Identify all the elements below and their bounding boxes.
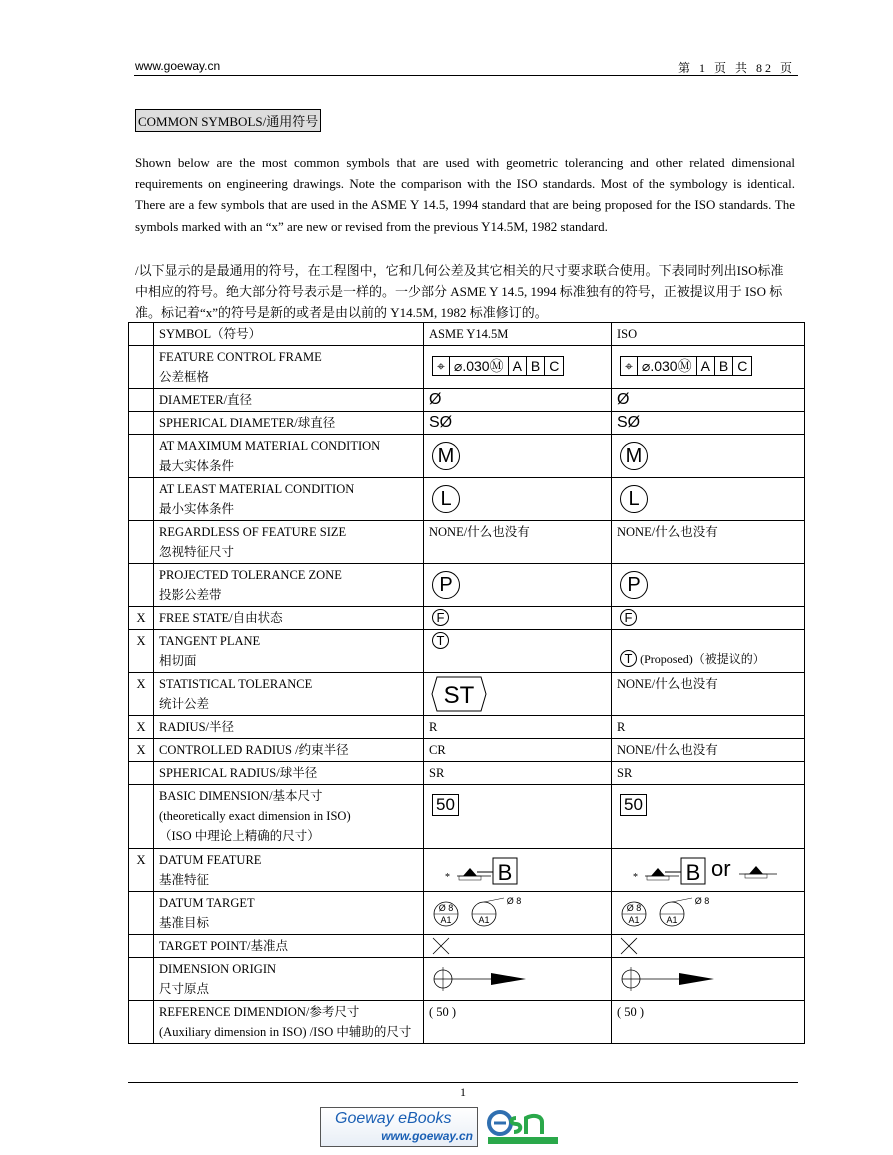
row-mark: X <box>129 849 154 892</box>
row-mark <box>129 785 154 849</box>
row-mark <box>129 346 154 389</box>
svg-text:A1: A1 <box>478 915 490 925</box>
row-label: REGARDLESS OF FEATURE SIZE 忽视特征尺寸 <box>154 521 424 564</box>
tangent-plane-icon: T <box>620 650 637 667</box>
asme-symbol: Ø <box>424 389 612 412</box>
intro-english: Shown below are the most common symbols that are used with geometric tolerancing and other related dimensional requirements on engineering drawings. Note the comparison with the ISO standards. Most of the symbology is identical. There are a few symbols that are used in the ASME Y 14.5, 1994 standard that are being proposed for the ISO standards. The symbols marked with an “x” are new or revised from the previous Y14.5M, 1982 standard. <box>135 155 795 234</box>
projected-zone-icon: P <box>620 571 648 599</box>
iso-symbol: Ø <box>612 389 805 412</box>
iso-symbol <box>612 630 805 673</box>
row-mark: X <box>129 607 154 630</box>
table-row <box>129 1001 805 1044</box>
asme-symbol <box>424 564 612 607</box>
row-mark <box>129 1001 154 1044</box>
iso-symbol <box>612 892 805 935</box>
row-label: PROJECTED TOLERANCE ZONE 投影公差带 <box>154 564 424 607</box>
target-point-icon <box>429 936 459 956</box>
svg-text:Ø 8: Ø 8 <box>626 903 642 913</box>
header-rule <box>134 75 798 76</box>
svg-text:B: B <box>497 860 513 885</box>
feature-control-frame: ⌖ ⌀.030Ⓜ A B C <box>432 356 564 376</box>
iso-symbol <box>612 958 805 1001</box>
table-row <box>129 958 805 1001</box>
iso-symbol <box>612 346 805 389</box>
lmc-modifier-icon: L <box>432 485 460 513</box>
row-mark: X <box>129 716 154 739</box>
asme-symbol: R <box>424 716 612 739</box>
row-mark: X <box>129 673 154 716</box>
iso-symbol <box>612 607 805 630</box>
dimension-origin-icon <box>617 959 727 999</box>
row-label: RADIUS/半径 <box>154 716 424 739</box>
row-label: REFERENCE DIMENDION/参考尺寸 (Auxiliary dimension in ISO) /ISO 中辅助的尺寸 <box>154 1001 424 1044</box>
datum-target-icon <box>617 893 727 933</box>
table-row <box>129 716 805 739</box>
tangent-plane-icon: T <box>432 632 449 649</box>
asme-symbol <box>424 435 612 478</box>
section-title: COMMON SYMBOLS/通用符号 <box>135 109 321 132</box>
feature-control-frame: ⌖ ⌀.030Ⓜ A B C <box>620 356 752 376</box>
goeway-ebooks-logo: Goeway eBooks www.goeway.cn <box>320 1107 478 1147</box>
basic-dimension-box: 50 <box>620 794 647 816</box>
iso-symbol <box>612 849 805 892</box>
row-label: DATUM TARGET 基准目标 <box>154 892 424 935</box>
row-mark <box>129 892 154 935</box>
asme-symbol <box>424 478 612 521</box>
row-mark <box>129 935 154 958</box>
row-label: CONTROLLED RADIUS /约束半径 <box>154 739 424 762</box>
asme-symbol <box>424 346 612 389</box>
symbols-table <box>128 322 805 1044</box>
row-label: SPHERICAL DIAMETER/球直径 <box>154 412 424 435</box>
row-mark <box>129 435 154 478</box>
symbol-header: SYMBOL（符号） <box>154 323 424 346</box>
free-state-icon: F <box>432 609 449 626</box>
svg-text:Ø 8: Ø 8 <box>506 896 522 906</box>
row-label: BASIC DIMENSION/基本尺寸 (theoretically exact dimension in ISO) （ISO 中理论上精确的尺寸） <box>154 785 424 849</box>
iso-symbol <box>612 478 805 521</box>
asme-symbol <box>424 958 612 1001</box>
table-row <box>129 346 805 389</box>
row-label: STATISTICAL TOLERANCE 统计公差 <box>154 673 424 716</box>
row-mark <box>129 412 154 435</box>
asme-symbol: ( 50 ) <box>424 1001 612 1044</box>
table-row <box>129 564 805 607</box>
table-row <box>129 630 805 673</box>
iso-symbol: R <box>612 716 805 739</box>
mark-header <box>129 323 154 346</box>
datum-feature-icon <box>429 850 539 890</box>
iso-symbol <box>612 435 805 478</box>
iso-symbol: SR <box>612 762 805 785</box>
asme-header: ASME Y14.5M <box>424 323 612 346</box>
svg-text:*: * <box>633 872 638 883</box>
table-row <box>129 673 805 716</box>
projected-zone-icon: P <box>432 571 460 599</box>
row-mark <box>129 478 154 521</box>
proposed-note: (Proposed)（被提议的） <box>640 652 765 666</box>
row-label: TARGET POINT/基准点 <box>154 935 424 958</box>
asme-symbol <box>424 607 612 630</box>
asme-symbol: NONE/什么也没有 <box>424 521 612 564</box>
asme-symbol <box>424 630 612 673</box>
svg-text:A1: A1 <box>440 915 452 925</box>
table-row <box>129 521 805 564</box>
table-row <box>129 762 805 785</box>
asme-symbol: SØ <box>424 412 612 435</box>
mmc-modifier-icon: M <box>432 442 460 470</box>
table-row <box>129 785 805 849</box>
header-page-info: 第 1 页 共 82 页 <box>677 61 795 75</box>
basic-dimension-box: 50 <box>432 794 459 816</box>
lmc-modifier-icon: L <box>620 485 648 513</box>
row-label: SPHERICAL RADIUS/球半径 <box>154 762 424 785</box>
row-mark <box>129 521 154 564</box>
asme-symbol: SR <box>424 762 612 785</box>
asme-symbol <box>424 892 612 935</box>
svg-text:Ø 8: Ø 8 <box>438 903 454 913</box>
header-site: www.goeway.cn <box>135 59 221 73</box>
iso-symbol: ( 50 ) <box>612 1001 805 1044</box>
datum-feature-icon <box>617 850 797 890</box>
svg-text:A1: A1 <box>628 915 640 925</box>
row-mark: X <box>129 739 154 762</box>
iso-symbol: NONE/什么也没有 <box>612 521 805 564</box>
svg-text:or: or <box>711 856 731 881</box>
page-number: 1 <box>460 1085 466 1099</box>
mmc-modifier-icon: M <box>620 442 648 470</box>
intro-chinese: /以下显示的是最通用的符号，在工程图中，它和几何公差及其它相关的尺寸要求联合使用。下表同时列出ISO标准中相应的符号。绝大部分符号表示是一样的。一少部分 ASME Y 14.5, 1994 标准独有的符号，正被提议用于 ISO 标准。标记着“x”的符号是新的或者是由以前的 Y14.5M, 1982 标准修订的。 <box>135 263 784 321</box>
svg-text:A1: A1 <box>666 915 678 925</box>
table-row <box>129 412 805 435</box>
dimension-origin-icon <box>429 959 539 999</box>
row-mark <box>129 762 154 785</box>
row-mark: X <box>129 630 154 673</box>
row-mark <box>129 564 154 607</box>
esn-logo <box>486 1106 560 1146</box>
iso-symbol <box>612 564 805 607</box>
footer-rule <box>128 1082 798 1083</box>
iso-symbol: NONE/什么也没有 <box>612 739 805 762</box>
free-state-icon: F <box>620 609 637 626</box>
row-label: AT MAXIMUM MATERIAL CONDITION 最大实体条件 <box>154 435 424 478</box>
svg-text:Ø 8: Ø 8 <box>694 896 710 906</box>
table-row <box>129 892 805 935</box>
statistical-tolerance-icon <box>429 674 489 714</box>
asme-symbol <box>424 785 612 849</box>
table-row <box>129 389 805 412</box>
iso-header: ISO <box>612 323 805 346</box>
iso-symbol <box>612 935 805 958</box>
row-label: AT LEAST MATERIAL CONDITION 最小实体条件 <box>154 478 424 521</box>
iso-symbol: NONE/什么也没有 <box>612 673 805 716</box>
asme-symbol <box>424 849 612 892</box>
row-mark <box>129 958 154 1001</box>
row-mark <box>129 389 154 412</box>
svg-text:B: B <box>685 860 701 885</box>
target-point-icon <box>617 936 647 956</box>
table-row <box>129 435 805 478</box>
row-label: FEATURE CONTROL FRAME 公差框格 <box>154 346 424 389</box>
row-label: DATUM FEATURE 基准特征 <box>154 849 424 892</box>
table-row <box>129 849 805 892</box>
table-row <box>129 739 805 762</box>
table-row <box>129 478 805 521</box>
iso-symbol: SØ <box>612 412 805 435</box>
asme-symbol <box>424 673 612 716</box>
row-label: DIMENSION ORIGIN 尺寸原点 <box>154 958 424 1001</box>
iso-symbol <box>612 785 805 849</box>
svg-text:*: * <box>445 872 450 883</box>
table-header-row <box>129 323 805 346</box>
asme-symbol: CR <box>424 739 612 762</box>
table-row <box>129 935 805 958</box>
svg-text:ST: ST <box>443 682 475 709</box>
datum-target-icon <box>429 893 539 933</box>
asme-symbol <box>424 935 612 958</box>
row-label: DIAMETER/直径 <box>154 389 424 412</box>
row-label: FREE STATE/自由状态 <box>154 607 424 630</box>
row-label: TANGENT PLANE 相切面 <box>154 630 424 673</box>
table-row <box>129 607 805 630</box>
